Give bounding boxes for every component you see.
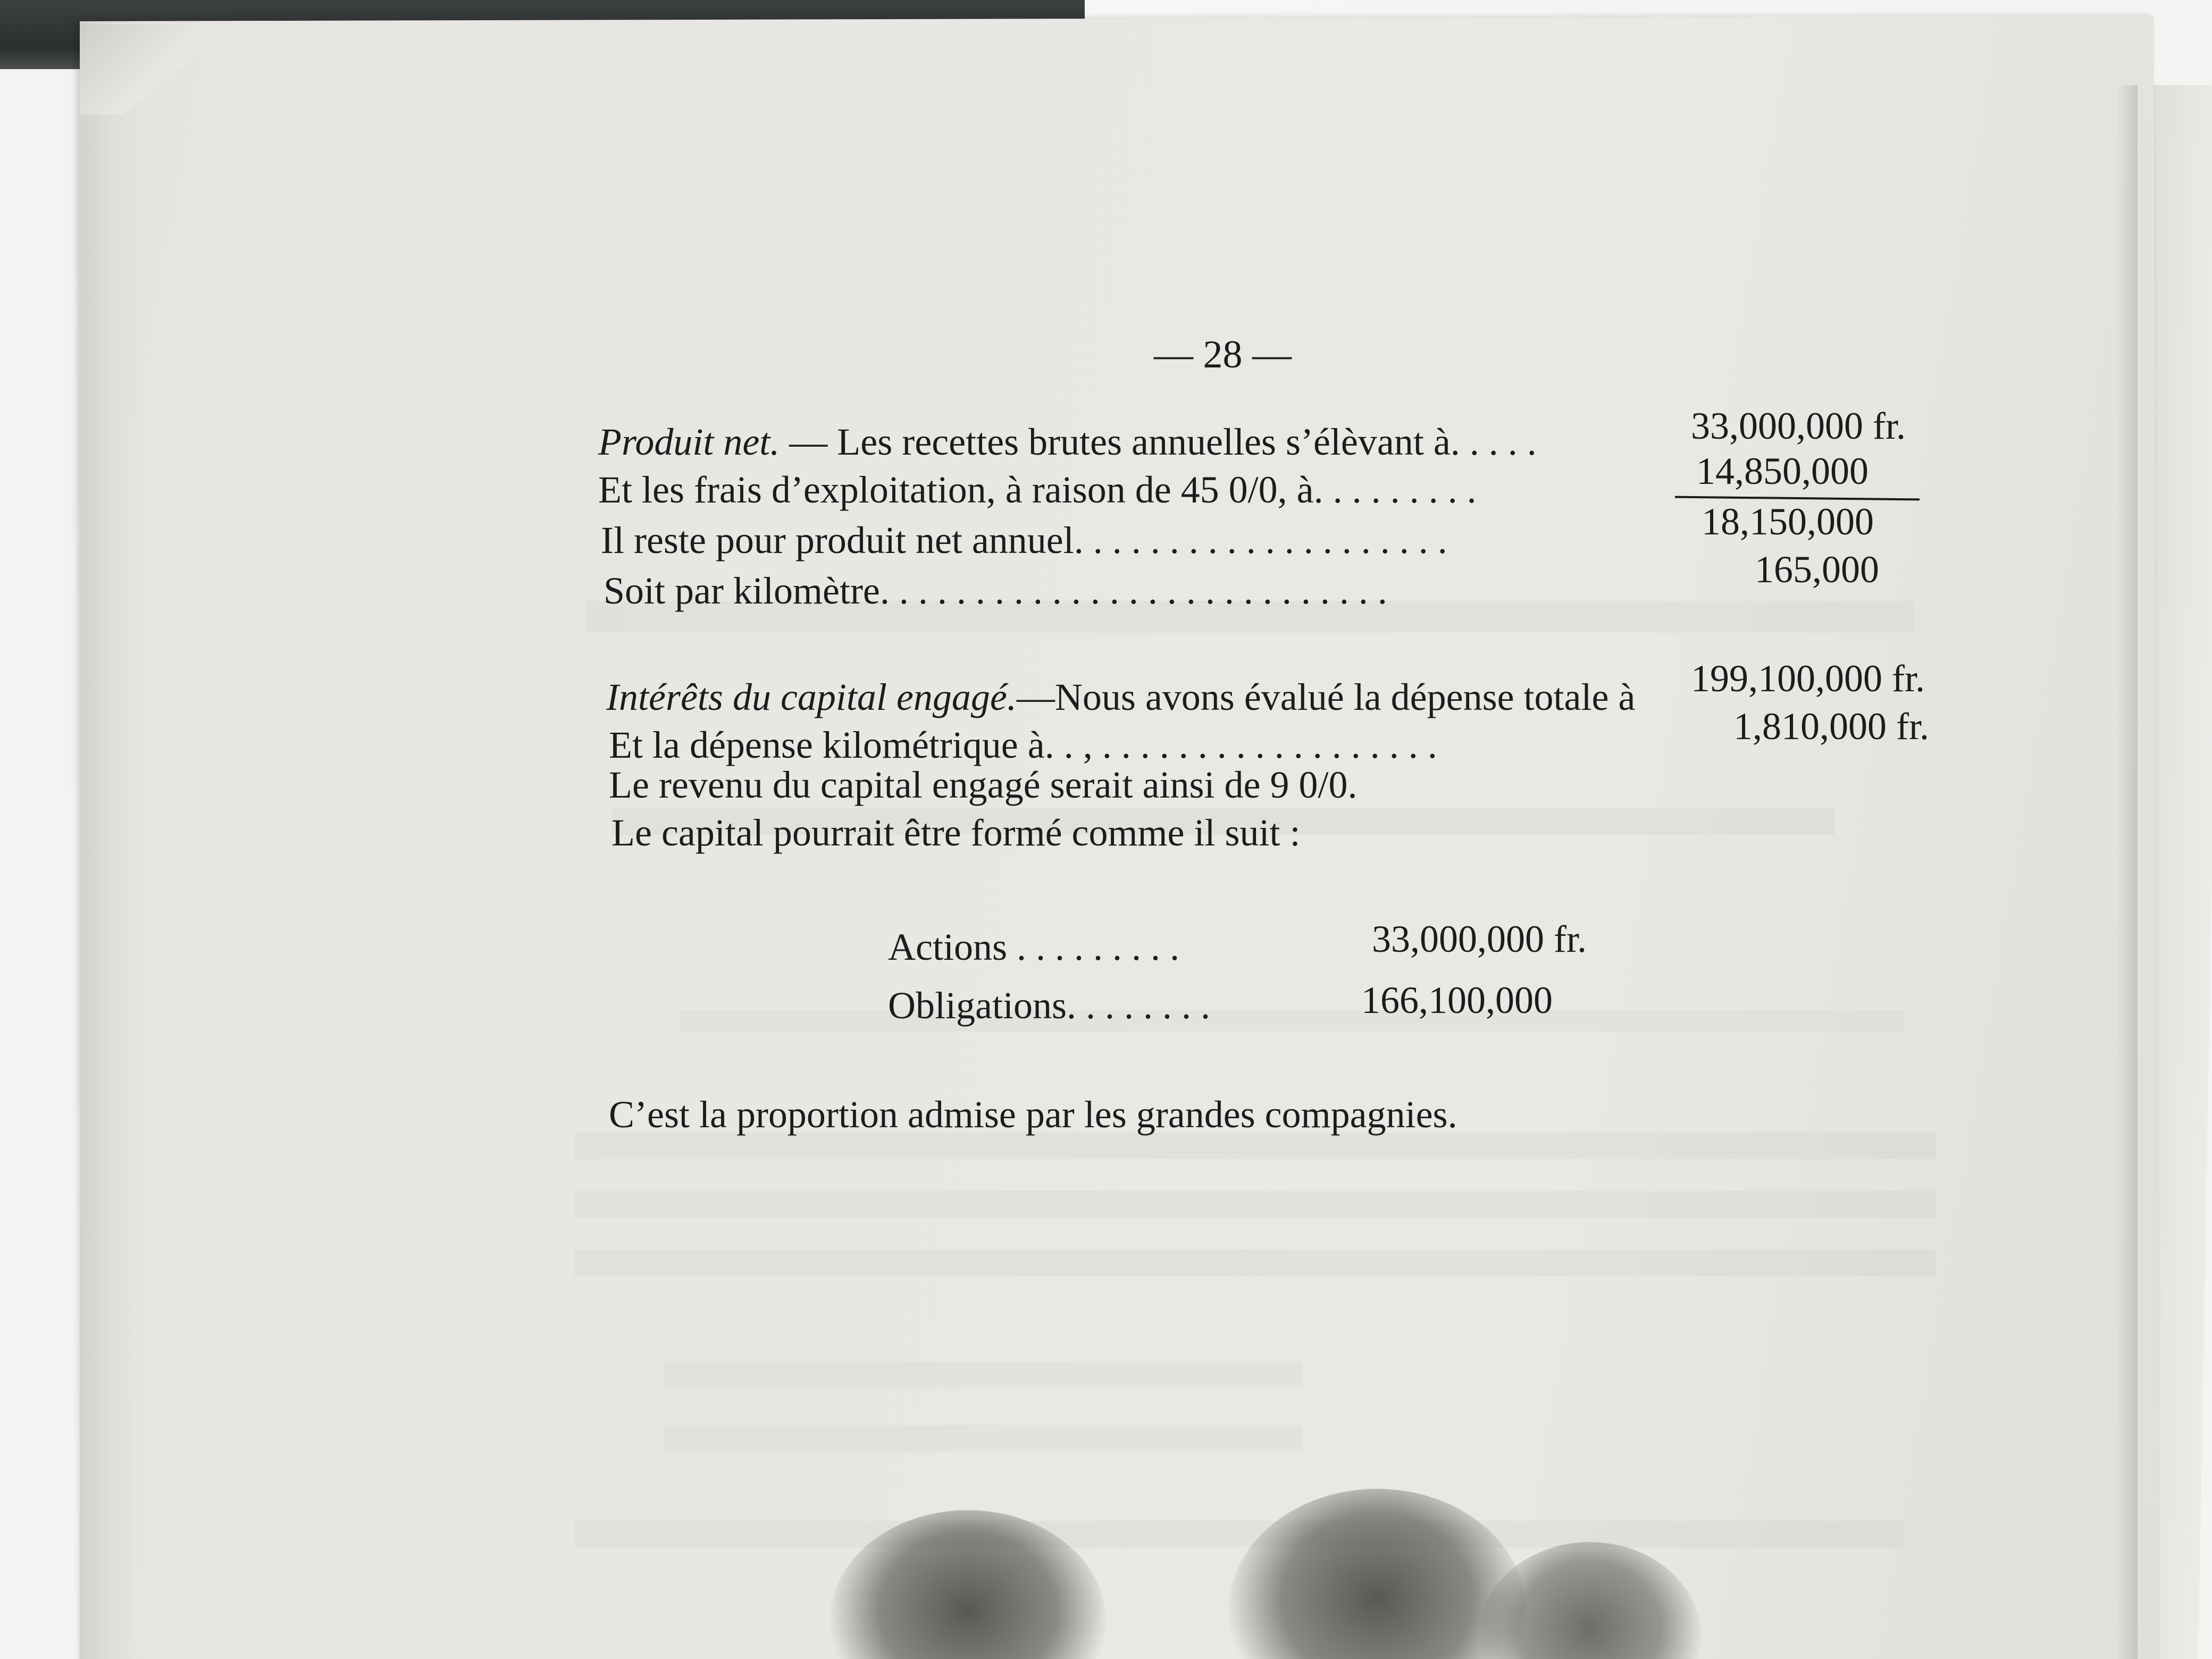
row-label: Actions — [888, 926, 1007, 968]
interets-row-2 — [609, 726, 1437, 764]
row-label: Les recettes brutes annuelles s’élèvant à — [837, 421, 1451, 463]
leader-dots: . . . . . . . . . . . . . . . . . . . . . . . . . . . — [879, 569, 1387, 612]
conclusion: C’est la proportion admise par les grandes compagnies. — [609, 1093, 1457, 1136]
row-label: Obligations — [888, 984, 1067, 1027]
row-value: 33,000,000 fr. — [1691, 405, 1906, 447]
leader-dots: . . . . . . . . — [1067, 984, 1210, 1027]
leader-dots: . . . . . . . . . — [1313, 468, 1477, 511]
leader-dots: . . , . . . . . . . . . . . . . . . . . . — [1044, 724, 1437, 766]
page-edge — [80, 21, 144, 1659]
interets-lead: Intérêts du capital engagé. — [606, 676, 1017, 718]
capital-row-actions — [888, 928, 1179, 966]
capital-row-obligations — [888, 986, 1210, 1025]
row-label: Il reste pour produit net annuel — [601, 519, 1074, 562]
row-value: 14,850,000 — [1696, 450, 1869, 492]
row-value: 166,100,000 — [1361, 979, 1553, 1021]
produit-net-dash: — — [789, 421, 828, 463]
leader-dots: . . . . . . . . . — [1016, 926, 1179, 968]
row-label: Et la dépense kilométrique à — [609, 724, 1045, 766]
produit-net-lead: Produit net. — [598, 421, 780, 463]
produit-net-row-3 — [601, 519, 1447, 562]
page-gutter — [2116, 85, 2138, 1659]
row-value: 1,810,000 fr. — [1733, 705, 1929, 748]
row-label: —Nous avons évalué la dépense totale à — [1016, 676, 1636, 718]
produit-net-row-1 — [598, 423, 1537, 461]
text-line: Le capital pourrait être formé comme il suit : — [611, 811, 1301, 854]
produit-net-row-2 — [598, 468, 1477, 511]
row-label: Soit par kilomètre — [604, 569, 880, 612]
row-value: 199,100,000 fr. — [1691, 657, 1925, 700]
produit-net-row-4 — [604, 569, 1387, 612]
row-value: 165,000 — [1755, 548, 1879, 591]
leader-dots: . . . . . . . . . . . . . . . . . . . . — [1074, 519, 1447, 562]
leader-dots: . . . . . — [1450, 421, 1537, 463]
row-label: Et les frais d’exploitation, à raison de 45 0/0, à — [598, 468, 1314, 511]
interets-row-1 — [606, 678, 1635, 716]
page-number: — 28 — — [1154, 333, 1292, 376]
text-line: Le revenu du capital engagé serait ainsi de 9 0/0. — [609, 764, 1358, 806]
row-value: 33,000,000 fr. — [1372, 918, 1587, 960]
row-value: 18,150,000 — [1702, 500, 1874, 543]
